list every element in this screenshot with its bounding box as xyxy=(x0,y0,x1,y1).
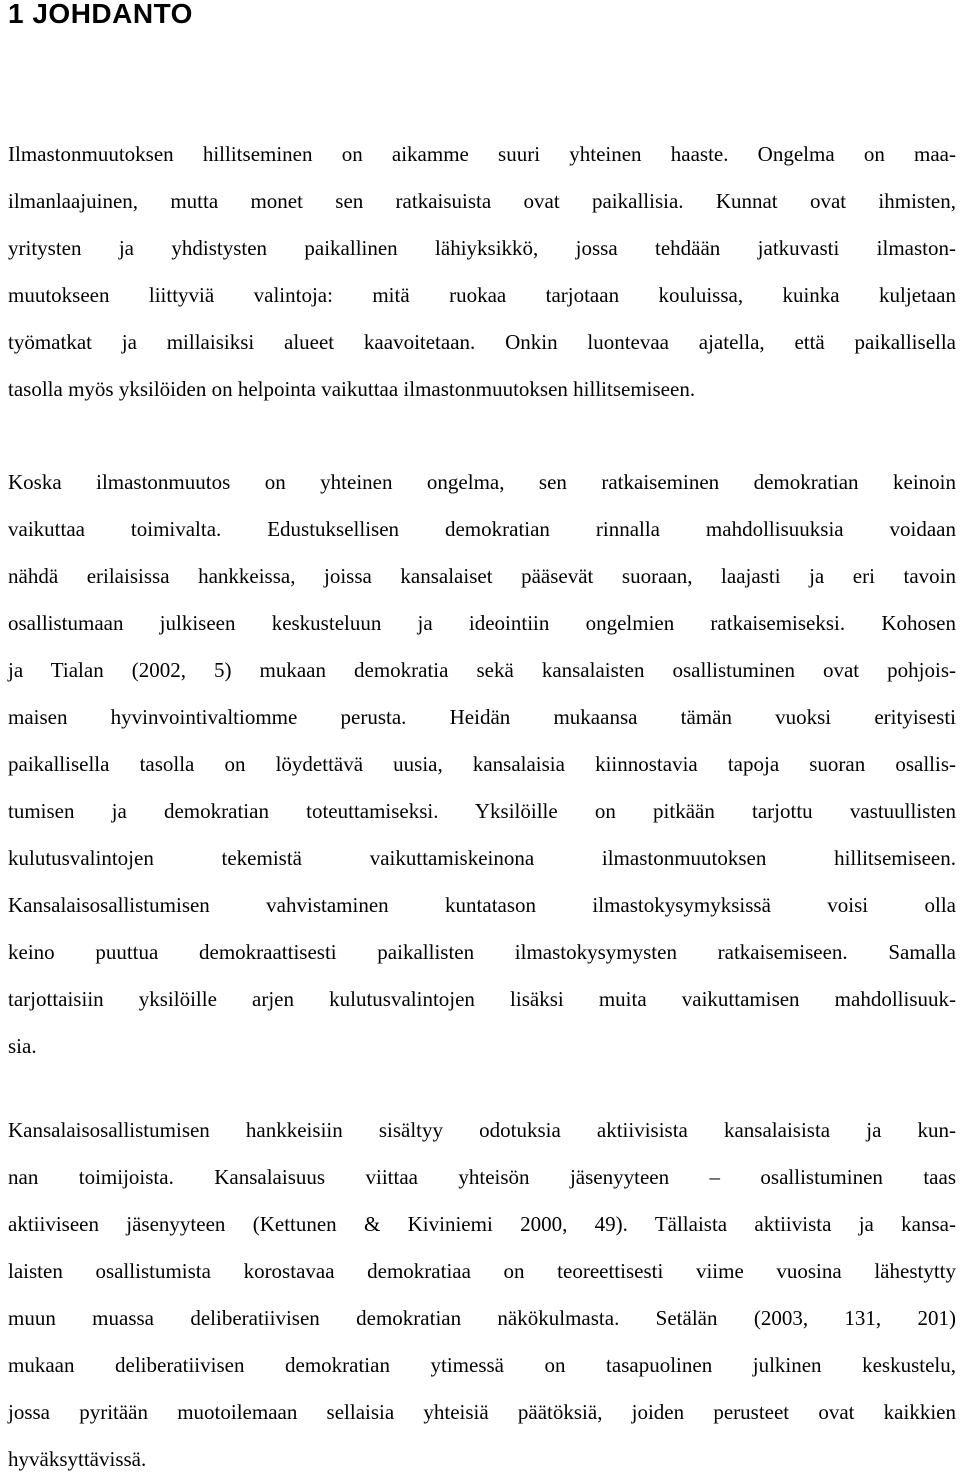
paragraph-line: sia. xyxy=(8,1034,37,1058)
paragraph-line: mukaan deliberatiivisen demokratian ytimessä on tasapuolinen julkinen keskustelu, xyxy=(8,1353,956,1377)
paragraph-line: nan toimijoista. Kansalaisuus viittaa yhteisön jäsenyyteen – osallistuminen taas xyxy=(8,1165,956,1189)
paragraph-line: Kansalaisosallistumisen vahvistaminen kuntatason ilmastokysymyksissä voisi olla xyxy=(8,893,956,917)
paragraph-line: keino puuttua demokraattisesti paikallisten ilmastokysymysten ratkaisemiseen. Samalla xyxy=(8,940,956,964)
paragraph-line: osallistumaan julkiseen keskusteluun ja ideointiin ongelmien ratkaisemiseksi. Kohosen xyxy=(8,611,956,635)
paragraph-line: tasolla myös yksilöiden on helpointa vaikuttaa ilmastonmuutoksen hillitsemiseen. xyxy=(8,377,696,401)
paragraph-line: ja Tialan (2002, 5) mukaan demokratia sekä kansalaisten osallistuminen ovat pohjois- xyxy=(8,658,956,682)
paragraph-line: paikallisella tasolla on löydettävä uusia, kansalaisia kiinnostavia tapoja suoran osallis- xyxy=(8,752,956,776)
paragraph-1 xyxy=(8,131,956,413)
chapter-heading: 1 JOHDANTO xyxy=(8,0,193,29)
paragraph-line: tarjottaisiin yksilöille arjen kulutusvalintojen lisäksi muita vaikuttamisen mahdollisuuk- xyxy=(8,987,956,1011)
paragraph-line: laisten osallistumista korostavaa demokratiaa on teoreettisesti viime vuosina lähestytty xyxy=(8,1259,956,1283)
paragraph-line: maisen hyvinvointivaltiomme perusta. Heidän mukaansa tämän vuoksi erityisesti xyxy=(8,705,956,729)
paragraph-3 xyxy=(8,1107,956,1483)
paragraph-line: jossa pyritään muotoilemaan sellaisia yhteisiä päätöksiä, joiden perusteet ovat kaikkien xyxy=(8,1400,956,1424)
paragraph-line: muutokseen liittyviä valintoja: mitä ruokaa tarjotaan kouluissa, kuinka kuljetaan xyxy=(8,283,956,307)
paragraph-line: Ilmastonmuutoksen hillitseminen on aikamme suuri yhteinen haaste. Ongelma on maa- xyxy=(8,142,956,166)
paragraph-line: ilmanlaajuinen, mutta monet sen ratkaisuista ovat paikallisia. Kunnat ovat ihmisten, xyxy=(8,189,956,213)
paragraph-line: työmatkat ja millaisiksi alueet kaavoitetaan. Onkin luontevaa ajatella, että paikallisella xyxy=(8,330,956,354)
paragraph-line: Koska ilmastonmuutos on yhteinen ongelma, sen ratkaiseminen demokratian keinoin xyxy=(8,470,956,494)
paragraph-line: hyväksyttävissä. xyxy=(8,1447,147,1471)
paragraph-line: kulutusvalintojen tekemistä vaikuttamiskeinona ilmastonmuutoksen hillitsemiseen. xyxy=(8,846,956,870)
paragraph-line: tumisen ja demokratian toteuttamiseksi. Yksilöille on pitkään tarjottu vastuullisten xyxy=(8,799,956,823)
paragraph-line: yritysten ja yhdistysten paikallinen lähiyksikkö, jossa tehdään jatkuvasti ilmaston- xyxy=(8,236,956,260)
paragraph-line: Kansalaisosallistumisen hankkeisiin sisältyy odotuksia aktiivisista kansalaisista ja kun- xyxy=(8,1118,956,1142)
document-page xyxy=(8,0,956,1471)
paragraph-line: aktiiviseen jäsenyyteen (Kettunen & Kiviniemi 2000, 49). Tällaista aktiivista ja kansa- xyxy=(8,1212,956,1236)
paragraph-2 xyxy=(8,459,956,1070)
paragraph-line: muun muassa deliberatiivisen demokratian näkökulmasta. Setälän (2003, 131, 201) xyxy=(8,1306,956,1330)
paragraph-line: vaikuttaa toimivalta. Edustuksellisen demokratian rinnalla mahdollisuuksia voidaan xyxy=(8,517,956,541)
paragraph-line: nähdä erilaisissa hankkeissa, joissa kansalaiset pääsevät suoraan, laajasti ja eri tavoin xyxy=(8,564,956,588)
